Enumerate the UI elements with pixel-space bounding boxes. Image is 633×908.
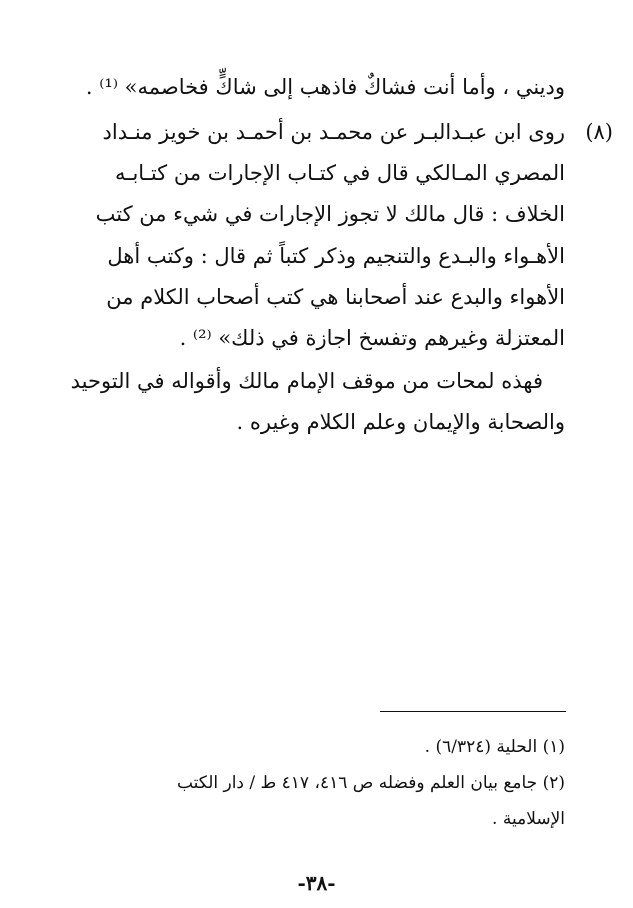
body-line-7: المعتزلة وغيرهم وتفسخ اجازة في ذلك» ⁽²⁾ . — [179, 326, 565, 350]
footnote-1: (١) الحلية (٦/٣٢٤) . — [424, 737, 565, 757]
body-line-3: المصري المـالكي قال في كتـاب الإجارات من كتـابـه — [115, 161, 565, 185]
footnote-2: (٢) جامع بيان العلم وفضله ص ٤١٦، ٤١٧ ط / دار الكتب — [176, 773, 565, 793]
item-number: (٨) — [585, 120, 613, 144]
body-line-8: فهذه لمحات من موقف الإمام مالك وأقواله في التوحيد — [70, 369, 543, 393]
body-line-2: روى ابن عبـدالبـر عن محمـد بن أحمـد بن خويز منـداد — [102, 120, 565, 144]
body-line-1: وديني ، وأما أنت فشاكٌ فاذهب إلى شاكٍّ فخاصمه» ⁽¹⁾ . — [85, 75, 565, 99]
footnote-separator — [380, 711, 566, 712]
body-line-6: الأهواء والبدع عند أصحابنا هي كتب أصحاب الكلام من — [106, 285, 565, 309]
body-line-4: الخلاف : قال مالك لا تجوز الإجارات في شيء من كتب — [95, 202, 565, 226]
body-line-9: والصحابة والإيمان وعلم الكلام وغيره . — [236, 410, 565, 434]
body-line-5: الأهـواء والبـدع والتنجيم وذكر كتباً ثم قال : وكتب أهل — [107, 244, 565, 268]
footnote-2-continued: الإسلامية . — [492, 809, 565, 829]
page-number: -٣٨- — [297, 871, 336, 895]
